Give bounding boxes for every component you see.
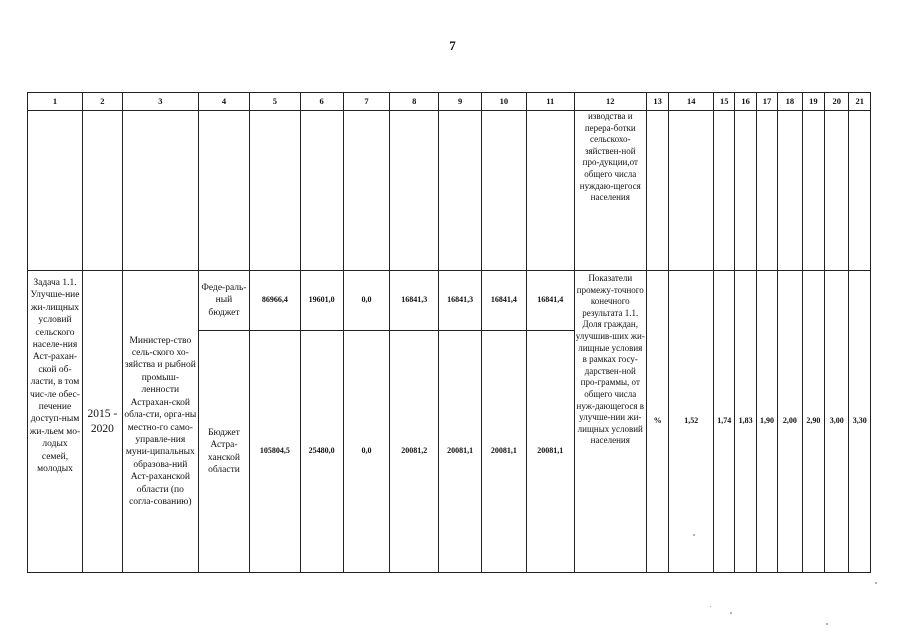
funding-value: 20081,1: [439, 331, 482, 573]
funding-source: Феде-раль-ный бюджет: [199, 271, 250, 331]
header-cell: 8: [390, 93, 439, 111]
funding-value: 0,0: [343, 331, 390, 573]
funding-value: 25480,0: [300, 331, 343, 573]
scan-speck: [826, 623, 828, 625]
empty-cell: [28, 111, 83, 271]
header-cell: 10: [481, 93, 526, 111]
continued-indicator-text: изводства и перера-ботки сельскохо-зяйствен-ной про-дукции,от общего числа нуждаю-щегося населения: [574, 111, 646, 271]
header-cell: 21: [849, 93, 871, 111]
funding-value: 16841,3: [439, 271, 482, 331]
scan-speck: [693, 534, 695, 536]
header-cell: 17: [756, 93, 777, 111]
funding-value: 20081,1: [481, 331, 526, 573]
indicator-value: 1,83: [735, 271, 756, 573]
indicator-value: 1,52: [669, 271, 714, 573]
header-cell: 6: [300, 93, 343, 111]
empty-cell: [390, 111, 439, 271]
funding-value: 0,0: [343, 271, 390, 331]
empty-cell: [300, 111, 343, 271]
funding-value: 105804,5: [249, 331, 300, 573]
funding-value: 20081,1: [526, 331, 574, 573]
header-cell: 16: [735, 93, 756, 111]
empty-cell: [343, 111, 390, 271]
header-cell: 5: [249, 93, 300, 111]
funding-source: Бюджет Астра-ханской области: [199, 331, 250, 573]
header-cell: 12: [574, 93, 646, 111]
empty-cell: [249, 111, 300, 271]
task-name: Задача 1.1. Улучше-ние жи-лищных условий сельского населе-ния Аст-рахан-ской об-ласти, в том чис-ле обес-печение доступ-ным жи-льем мо-лодых семей, молодых: [28, 271, 83, 573]
indicator-value: 1,74: [714, 271, 735, 573]
empty-cell: [439, 111, 482, 271]
indicator-value: 2,00: [778, 271, 802, 573]
empty-cell: [526, 111, 574, 271]
task-executor: Министер-ство сель-ского хо-зяйства и рыбной промыш-ленности Астрахан-ской обла-сти, орга-ны местно-го само-управле-ния муни-ципальных образова-ний Аст-раханской области (по согла-сованию): [122, 271, 198, 573]
task-period: 2015 - 2020: [82, 271, 122, 573]
empty-cell: [646, 111, 668, 271]
empty-cell: [735, 111, 756, 271]
empty-cell: [82, 111, 122, 271]
header-cell: 20: [825, 93, 849, 111]
header-cell: 15: [714, 93, 735, 111]
empty-cell: [849, 111, 871, 271]
header-cell: 14: [669, 93, 714, 111]
header-cell: 19: [802, 93, 824, 111]
indicator-value: 2,90: [802, 271, 824, 573]
funding-value: 20081,2: [390, 331, 439, 573]
program-table: [27, 92, 871, 573]
task-row-federal: [28, 271, 871, 331]
header-cell: 18: [778, 93, 802, 111]
empty-cell: [199, 111, 250, 271]
header-row: [28, 93, 871, 111]
empty-cell: [122, 111, 198, 271]
funding-value: 16841,4: [526, 271, 574, 331]
header-cell: 13: [646, 93, 668, 111]
header-cell: 7: [343, 93, 390, 111]
header-cell: 11: [526, 93, 574, 111]
scan-speck: [710, 606, 711, 607]
scan-speck: [730, 612, 732, 614]
header-cell: 1: [28, 93, 83, 111]
header-cell: 2: [82, 93, 122, 111]
continuation-row: [28, 111, 871, 271]
empty-cell: [778, 111, 802, 271]
funding-value: 16841,4: [481, 271, 526, 331]
header-cell: 3: [122, 93, 198, 111]
page-number: 7: [449, 38, 456, 53]
empty-cell: [714, 111, 735, 271]
indicator-text: Показатели промежу-точного конечного результата 1.1. Доля граждан, улучшив-ших жи-лищные условия в рамках госу-дарствен-ной про-граммы, от общего числа нуж-дающегося в улучше-нии жи-лищных условий населения: [574, 271, 646, 573]
scan-speck: [875, 582, 877, 584]
funding-value: 16841,3: [390, 271, 439, 331]
indicator-unit: %: [646, 271, 668, 573]
funding-value: 19601,0: [300, 271, 343, 331]
header-cell: 9: [439, 93, 482, 111]
empty-cell: [825, 111, 849, 271]
empty-cell: [481, 111, 526, 271]
empty-cell: [756, 111, 777, 271]
indicator-value: 3,30: [849, 271, 871, 573]
indicator-value: 1,90: [756, 271, 777, 573]
empty-cell: [802, 111, 824, 271]
empty-cell: [669, 111, 714, 271]
indicator-value: 3,00: [825, 271, 849, 573]
funding-value: 86966,4: [249, 271, 300, 331]
header-cell: 4: [199, 93, 250, 111]
